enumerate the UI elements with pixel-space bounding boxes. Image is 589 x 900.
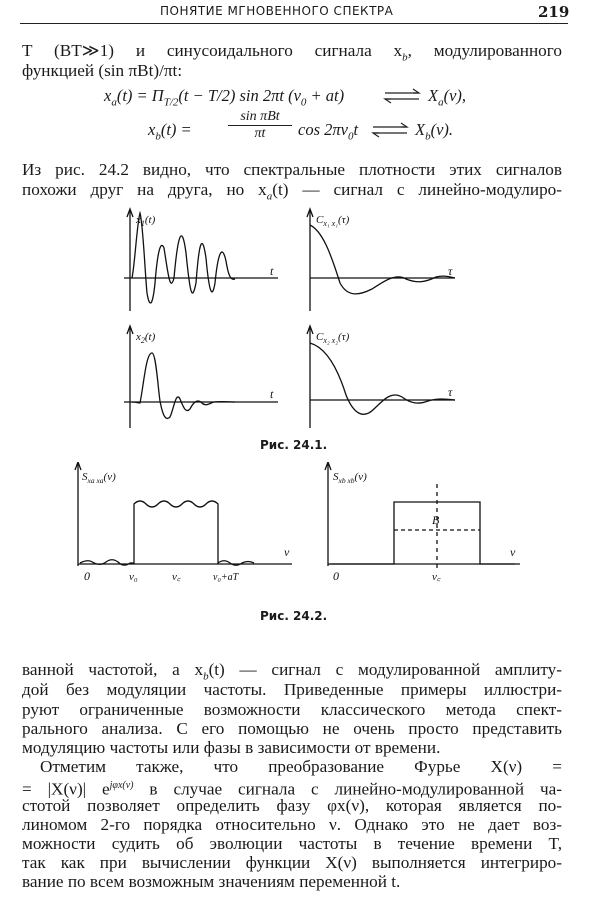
p4-ylabel: $C_{x_2 x_2}(\tau)$ — [316, 331, 350, 345]
para3-line-4: линомом 2-го порядка относительно ν. Однако это не дает воз- — [22, 815, 562, 834]
double-arrow-2 — [370, 122, 410, 138]
fig2-left-spectrum — [80, 501, 254, 565]
panel-x1-curve — [132, 213, 235, 303]
para3-line-1: Отметим также, что преобразование Фурье X(ν) = — [40, 757, 562, 776]
fig2-left-tick-end: ν₀+aT — [213, 572, 239, 583]
fig2-right-tick-nuc: ν꜀ — [432, 571, 441, 583]
panel-c2-curve — [310, 343, 455, 414]
para2-line-1: ванной частотой, а $x_b(t)$ — сигнал с модулированной амплиту- — [22, 660, 562, 683]
fig2-right-tick-0: 0 — [333, 569, 339, 583]
intro-line-1: T (BT≫1) и синусоидального сигнала $x_b$, модулированного — [22, 41, 562, 64]
equation-2-fraction: sin πBt πt — [228, 109, 292, 142]
para1-line-2: похожи друг на друга, но $x_a(t)$ — сигнал с линейно-модулиро- — [22, 180, 562, 203]
equation-1-rhs: $X_a(\nu)$, — [428, 86, 467, 109]
fig2-left-tick-nu0: ν₀ — [129, 571, 138, 583]
p1-ylabel: $x_1(t)$ — [136, 214, 156, 228]
p2-xlabel: τ — [448, 264, 453, 278]
para3-line-6: так как при вычислении функции X(ν) выполняется интегриро- — [22, 853, 562, 872]
fig2-left-tick-nuc: ν꜀ — [172, 571, 181, 583]
figure-24-2 — [60, 462, 530, 592]
intro-line-2: функцией (sin πBt)/πt: — [22, 61, 183, 80]
para2-line-5: модуляцию частоты или фазы в зависимости от времени. — [22, 738, 441, 757]
equation-2-rhs: $X_b(\nu)$. — [415, 120, 454, 143]
para2-line-4: рального анализа. С его помощью не очень просто представить — [22, 719, 562, 738]
fig2-left-xlabel: ν — [284, 545, 290, 559]
p1-xlabel: t — [270, 264, 274, 278]
page-number: 219 — [538, 3, 570, 21]
fig2-left-ylabel: $S_{xa xa}(\nu)$ — [82, 471, 116, 485]
figure-24-1 — [110, 203, 480, 433]
p4-xlabel: τ — [448, 385, 453, 399]
p3-xlabel: t — [270, 387, 274, 401]
figure-24-2-caption: Рис. 24.2. — [260, 609, 328, 623]
para3-line-2: = |X(ν)| $e^{j\varphi x(\nu)}$ в случае сигнала с линейно-модулированной ча- — [22, 779, 562, 799]
running-title: ПОНЯТИЕ МГНОВЕННОГО СПЕКТРА — [160, 4, 394, 18]
double-arrow-1 — [382, 88, 422, 104]
equation-1: $x_a(t) = \Pi_{T/2}(t - T/2)$ sin 2πt $(\nu_0 + at)$ — [104, 86, 345, 109]
fig2-right-bandwidth-label: B — [432, 513, 440, 527]
panel-x2-curve — [132, 353, 235, 418]
equation-2-body: $\cos 2\pi\nu_0t$ — [298, 120, 359, 143]
p3-ylabel: $x_2(t)$ — [136, 331, 156, 345]
figure-24-1-caption: Рис. 24.1. — [260, 438, 328, 452]
para2-line-3: руют ограниченные возможности классического метода спект- — [22, 700, 562, 719]
equation-2-lhs: $x_b(t)$ = — [148, 120, 192, 143]
p2-ylabel: $C_{x_1 x_1}(\tau)$ — [316, 214, 350, 228]
fig2-right-spectrum — [330, 502, 515, 564]
running-header — [0, 0, 589, 24]
para3-line-7: вание по всем возможным значениям переменной t. — [22, 872, 401, 891]
fig2-left-tick-0: 0 — [84, 569, 90, 583]
para1-line-1: Из рис. 24.2 видно, что спектральные плотности этих сигналов — [22, 160, 562, 179]
header-rule — [20, 23, 568, 24]
fig2-right-xlabel: ν — [510, 545, 516, 559]
para3-line-3: стотой позволяет определить фазу φx(ν), которая является по- — [22, 796, 562, 815]
panel-c1-curve — [310, 225, 455, 294]
para3-line-5: можности судить об эволюции частоты в течение времени T, — [22, 834, 562, 853]
fig2-right-ylabel: $S_{xb xb}(\nu)$ — [333, 471, 367, 485]
para2-line-2: дой без модуляции частоты. Приведенные примеры иллюстри- — [22, 680, 562, 699]
